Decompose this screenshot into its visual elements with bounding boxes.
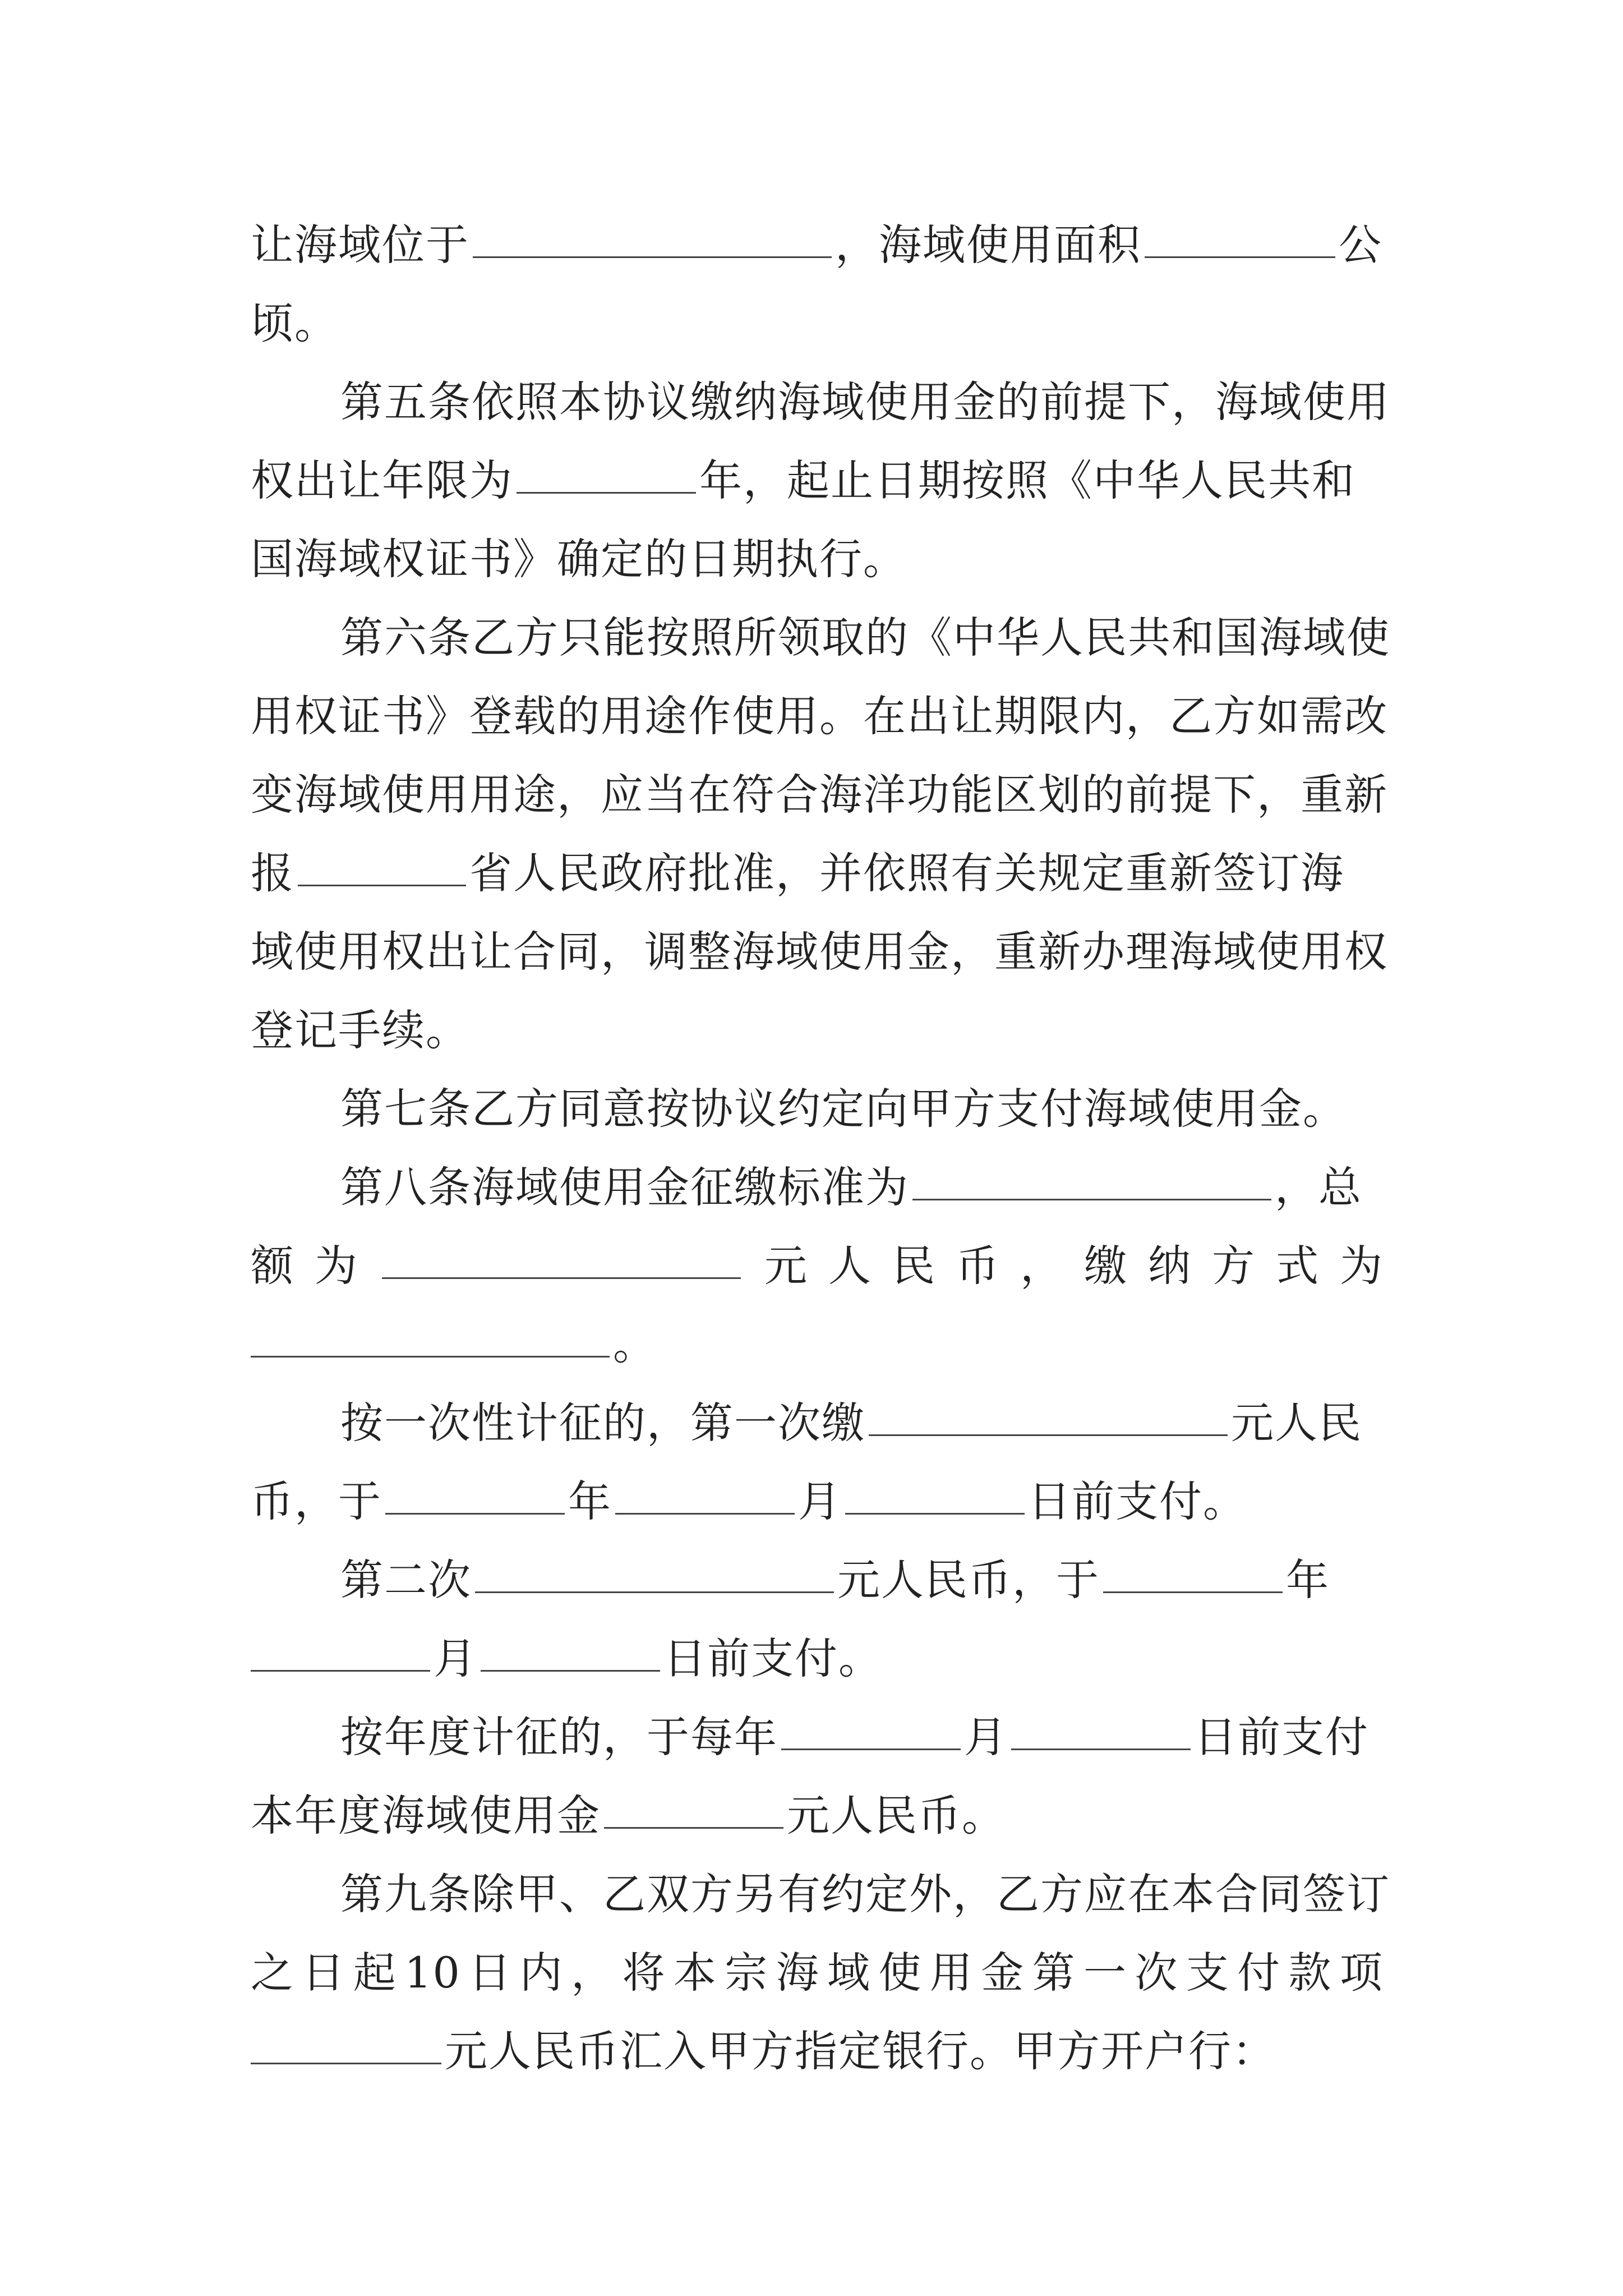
fill-blank-day[interactable]	[481, 1635, 660, 1672]
fill-blank-day[interactable]	[845, 1478, 1025, 1515]
text-segment: 宗	[725, 1948, 769, 1998]
text-segment: 一	[1083, 1948, 1127, 1998]
text-segment: 方	[1212, 1241, 1256, 1291]
text-segment: 为	[1340, 1241, 1384, 1291]
text-segment: 金	[981, 1948, 1025, 1998]
text-segment: ，海域使用面积	[835, 220, 1141, 270]
paragraph-article-6	[251, 593, 1473, 683]
text-segment: 元人民币汇入甲方指定银行。甲方开户行：	[445, 2026, 1276, 2076]
fill-blank-annual-amount[interactable]	[604, 1792, 783, 1829]
text-line	[251, 986, 1384, 1075]
text-segment: 元	[764, 1241, 808, 1291]
text-segment: 缴	[1084, 1241, 1128, 1291]
text-segment: 按年度计征的，于每年	[340, 1712, 778, 1762]
text-segment: 将	[622, 1948, 666, 1998]
text-line	[251, 829, 1384, 918]
fill-blank-location[interactable]	[473, 222, 832, 258]
text-segment: 。	[613, 1319, 657, 1369]
text-segment: 年，起止日期按照《中华人民共和	[699, 455, 1355, 505]
text-line	[251, 200, 1384, 290]
text-segment: 为	[315, 1241, 358, 1291]
text-segment: 款	[1288, 1948, 1332, 1998]
fill-blank-month[interactable]	[615, 1478, 795, 1515]
text-line	[251, 907, 1388, 997]
text-segment: ，	[1020, 1241, 1064, 1291]
paragraph-article-9	[251, 1849, 1473, 1939]
text-segment: 用	[929, 1948, 974, 1998]
text-segment: 月	[798, 1476, 842, 1526]
text-segment: 次	[1135, 1948, 1179, 1998]
text-segment: 使	[878, 1948, 923, 1998]
text-segment: 报	[251, 848, 294, 898]
text-line	[251, 1535, 1473, 1625]
text-line	[251, 671, 1388, 761]
fill-blank-years[interactable]	[517, 457, 696, 494]
text-segment: 月	[964, 1712, 1008, 1762]
text-line	[251, 279, 1384, 369]
text-segment: 月	[434, 1634, 477, 1683]
text-line	[251, 750, 1388, 840]
text-segment: 元人民	[1231, 1398, 1362, 1448]
text-line	[251, 1300, 1384, 1389]
text-segment: 日前支付	[1194, 1712, 1369, 1762]
text-segment: 第二次	[340, 1555, 472, 1605]
fill-blank-year[interactable]	[385, 1478, 565, 1515]
text-segment: 公	[1339, 220, 1382, 270]
text-segment: 用权证书》登载的用途作使用。在出让期限内，乙方如需改	[251, 691, 1388, 741]
text-line	[251, 436, 1384, 526]
text-segment: 之	[251, 1948, 294, 1998]
text-line	[251, 514, 1384, 604]
fill-blank-province[interactable]	[298, 850, 466, 886]
text-segment: 元人民币。	[787, 1791, 1006, 1841]
fill-blank-first-payment[interactable]	[869, 1400, 1228, 1436]
text-segment: 第七条乙方同意按协议约定向甲方支付海域使用金。	[340, 1084, 1347, 1134]
text-segment: 本年度海域使用金	[251, 1791, 601, 1841]
text-segment: 第八条海域使用金征缴标准为	[340, 1162, 909, 1212]
text-segment: 日	[468, 1948, 513, 1998]
text-segment: 海	[776, 1948, 820, 1998]
text-line	[251, 1221, 1384, 1311]
text-segment: 权出让年限为	[251, 455, 513, 505]
fill-blank-month[interactable]	[781, 1714, 961, 1750]
text-segment: 第六条乙方只能按照所领取的《中华人民共和国海域使	[340, 613, 1390, 662]
fill-blank-area[interactable]	[1145, 222, 1335, 258]
text-line	[251, 1928, 1384, 2018]
text-segment: 登记手续。	[251, 1005, 469, 1055]
text-segment: 项	[1339, 1948, 1384, 1998]
paragraph-article-7	[251, 1064, 1473, 1154]
text-segment: 民	[892, 1241, 936, 1291]
text-segment: 日前支付。	[663, 1634, 882, 1683]
fill-blank-first-installment[interactable]	[251, 2028, 441, 2064]
text-segment: 年	[1286, 1555, 1330, 1605]
text-segment: 省人民政府批准，并依照有关规定重新签订海	[469, 848, 1344, 898]
text-segment: 变海域使用用途，应当在符合海洋功能区划的前提下，重新	[251, 770, 1388, 820]
text-segment: 第五条依照本协议缴纳海域使用金的前提下，海域使用	[340, 377, 1390, 427]
text-segment: 支	[1186, 1948, 1230, 1998]
text-segment: ，	[571, 1948, 615, 1998]
text-segment: 域	[827, 1948, 872, 1998]
text-segment: 纳	[1148, 1241, 1192, 1291]
text-segment: 本	[673, 1948, 717, 1998]
text-segment: 人	[828, 1241, 872, 1291]
text-segment: ，总	[1275, 1162, 1362, 1212]
paragraph-article-8	[251, 1143, 1473, 1232]
text-segment: 付	[1237, 1948, 1281, 1998]
fill-blank-standard[interactable]	[912, 1164, 1271, 1200]
fill-blank-second-payment[interactable]	[475, 1557, 834, 1593]
text-segment: 元人民币，于	[837, 1555, 1100, 1605]
text-segment: 域使用权出让合同，调整海域使用金，重新办理海域使用权	[251, 927, 1388, 977]
text-line	[251, 1771, 1384, 1861]
text-line	[251, 1614, 1384, 1704]
fill-blank-month[interactable]	[251, 1635, 430, 1672]
text-segment: 内	[519, 1948, 564, 1998]
text-segment: 第九条除甲、乙双方另有约定外，乙方应在本合同签订	[340, 1869, 1390, 1919]
text-segment: 国海域权证书》确定的日期执行。	[251, 534, 907, 584]
text-segment: 年	[568, 1476, 612, 1526]
fill-blank-payment-method[interactable]	[251, 1321, 610, 1358]
text-segment: 起	[353, 1948, 397, 1998]
text-segment: 币，于	[251, 1476, 382, 1526]
text-segment: 按一次性计征的，第一次缴	[340, 1398, 865, 1448]
text-line	[251, 2007, 1384, 2096]
paragraph-article-5	[251, 357, 1473, 447]
text-line	[251, 1457, 1384, 1547]
text-segment: 顷。	[251, 298, 338, 348]
text-segment: 第	[1032, 1948, 1076, 1998]
fill-blank-day[interactable]	[1011, 1714, 1191, 1750]
text-segment: 日前支付。	[1028, 1476, 1247, 1526]
text-segment: 币	[956, 1241, 1000, 1291]
text-segment: 日	[302, 1948, 346, 1998]
paragraph-one-time	[251, 1378, 1473, 1468]
text-segment: 额	[251, 1241, 294, 1291]
text-segment: 让海域位于	[251, 220, 469, 270]
text-segment: 10	[404, 1948, 461, 1998]
fill-blank-year[interactable]	[1103, 1557, 1283, 1593]
paragraph-annual	[251, 1692, 1473, 1782]
fill-blank-total[interactable]	[382, 1243, 741, 1279]
text-segment: 式	[1276, 1241, 1320, 1291]
